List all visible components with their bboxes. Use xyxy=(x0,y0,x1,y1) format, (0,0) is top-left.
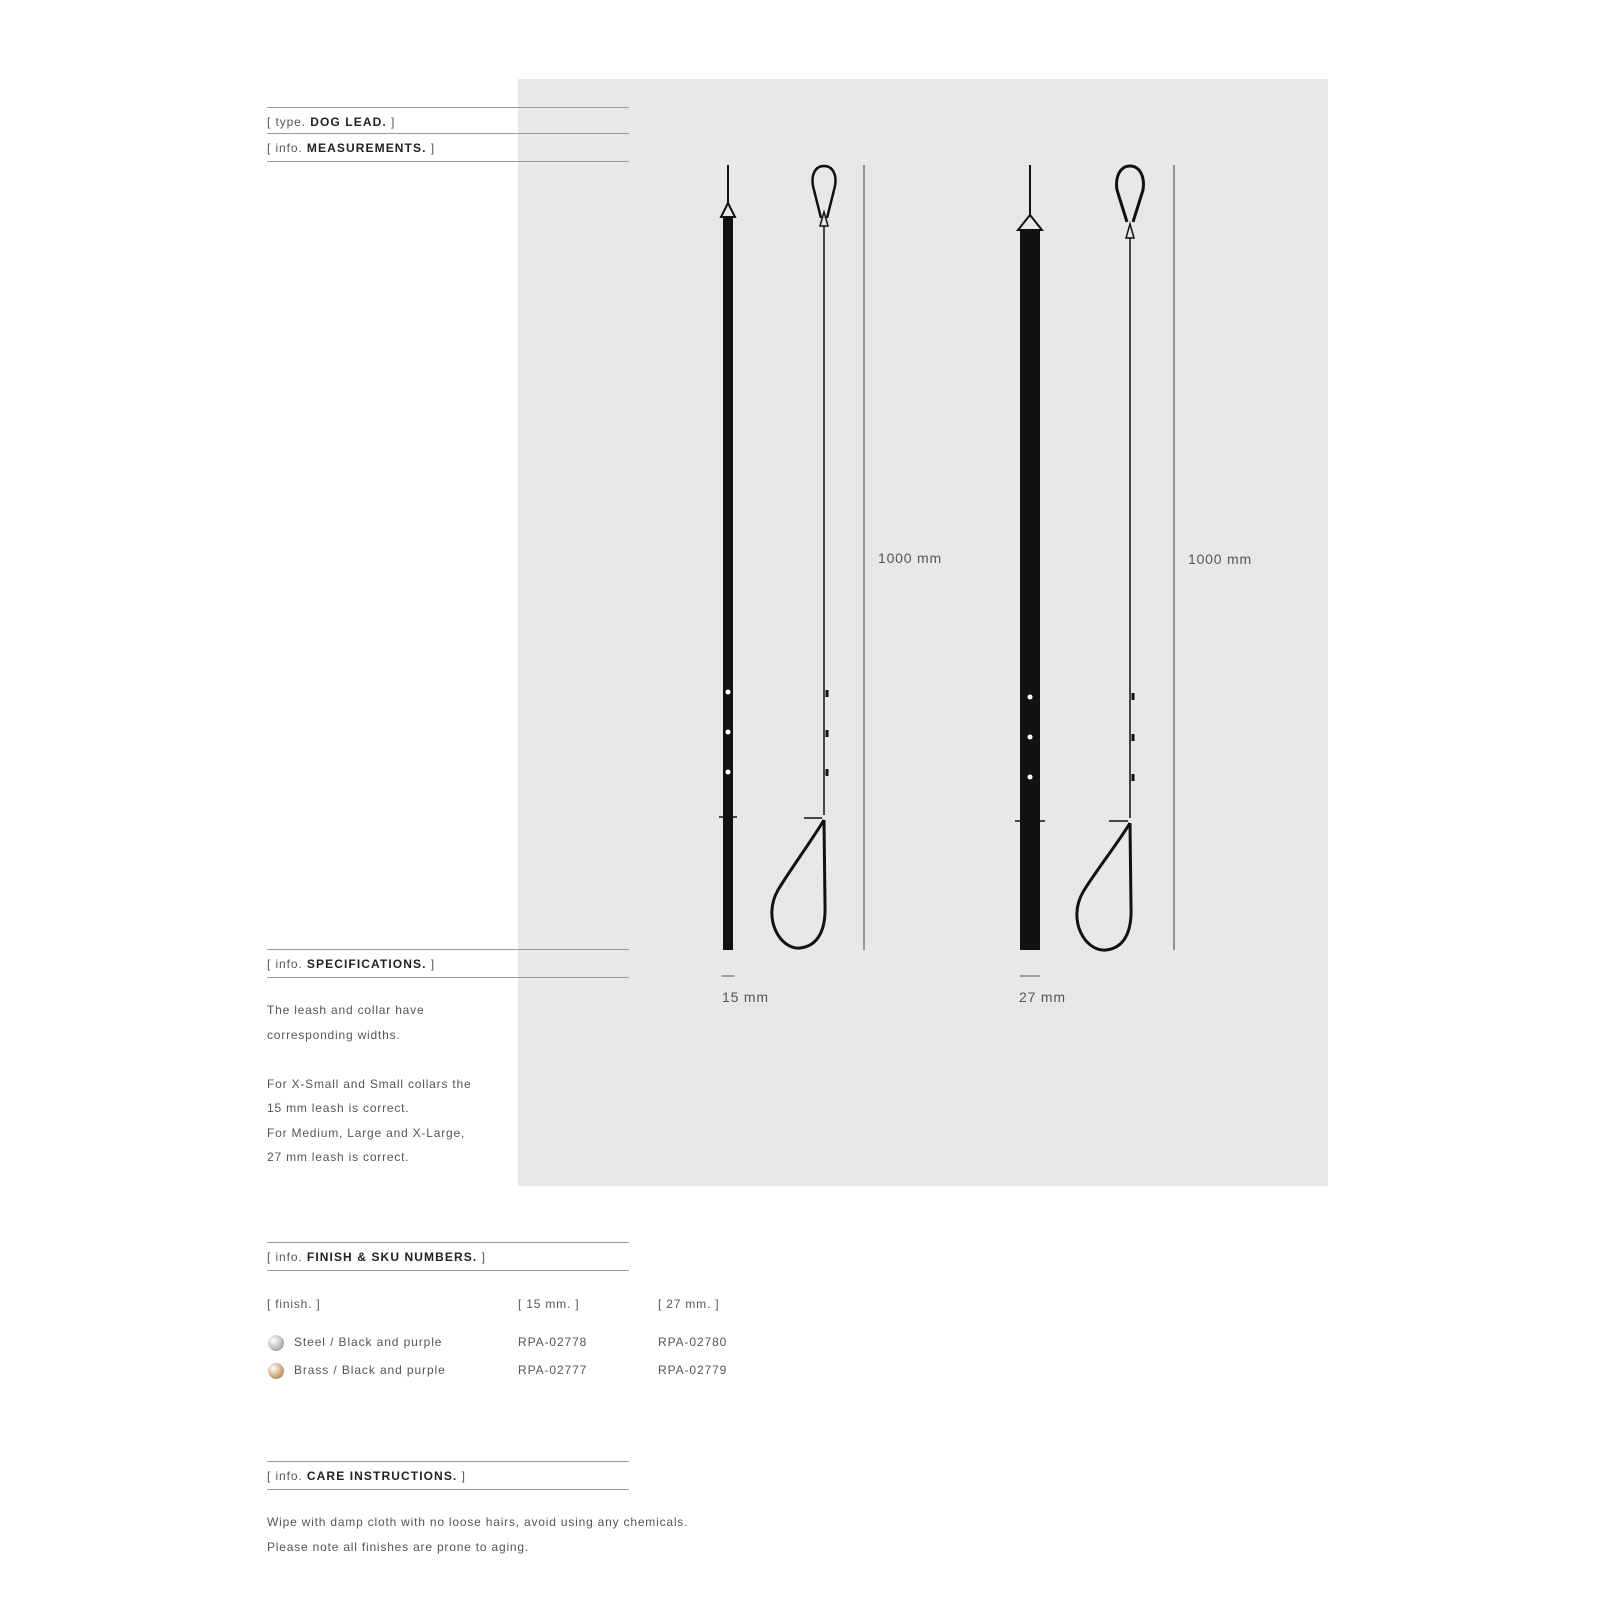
measurements-heading: [ info. MEASUREMENTS. ] xyxy=(267,133,629,162)
column-finish: [ finish. ] xyxy=(267,1297,321,1311)
length-label-15mm: 1000 mm xyxy=(878,550,942,566)
leash-15mm-side-view xyxy=(772,166,836,948)
brass-swatch-icon xyxy=(268,1363,284,1379)
type-row: [ type. DOG LEAD. ] xyxy=(267,107,629,133)
column-15mm: [ 15 mm. ] xyxy=(518,1297,580,1311)
care-text: Wipe with damp cloth with no loose hairs, avoid using any chemicals. Please note all finishes are prone to aging. xyxy=(267,1515,689,1554)
steel-swatch-icon xyxy=(268,1335,284,1351)
care-heading: [ info. CARE INSTRUCTIONS. ] xyxy=(267,1461,629,1490)
leash-15mm-front-view xyxy=(719,165,737,950)
width-label-27mm: 27 mm xyxy=(1019,989,1066,1005)
width-label-15mm: 15 mm xyxy=(722,989,769,1005)
leash-27mm-side-view xyxy=(1077,166,1144,950)
leash-27mm-front-view xyxy=(1015,165,1045,950)
column-27mm: [ 27 mm. ] xyxy=(658,1297,720,1311)
length-label-27mm: 1000 mm xyxy=(1188,551,1252,567)
product-type: DOG LEAD. xyxy=(310,115,387,129)
specifications-heading: [ info. SPECIFICATIONS. ] xyxy=(267,949,629,978)
specifications-text: The leash and collar have corresponding widths. For X-Small and Small collars the 15 mm leash is correct. For Medium, Large and X-Large, 27 mm leash is correct. xyxy=(267,1003,472,1164)
finish-sku-heading: [ info. FINISH & SKU NUMBERS. ] xyxy=(267,1242,629,1271)
